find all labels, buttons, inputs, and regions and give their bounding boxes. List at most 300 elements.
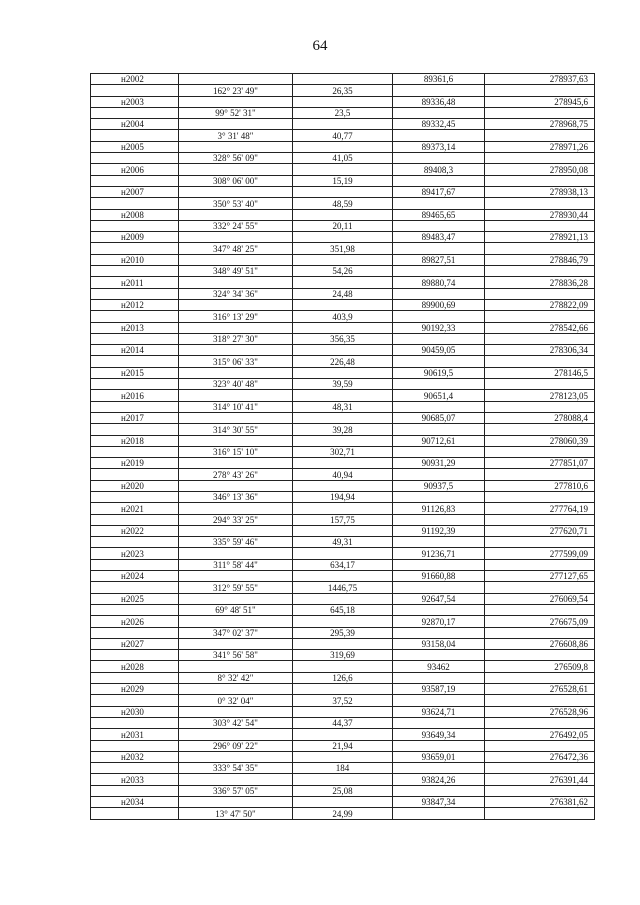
x-coordinate-cell	[393, 808, 485, 819]
y-coordinate-cell	[485, 763, 595, 774]
x-coordinate-cell	[393, 130, 485, 141]
point-name-cell: н2034	[91, 797, 179, 808]
point-name-cell	[91, 582, 179, 593]
bearing-cell: 332° 24' 55"	[179, 220, 293, 231]
segment-row	[91, 220, 595, 231]
distance-cell: 302,71	[293, 446, 393, 457]
point-name-cell: н2003	[91, 96, 179, 107]
bearing-cell	[179, 74, 293, 85]
point-name-cell: н2017	[91, 412, 179, 423]
x-coordinate-cell: 93824,26	[393, 774, 485, 785]
point-row	[91, 458, 595, 469]
x-coordinate-cell: 89880,74	[393, 277, 485, 288]
distance-cell: 54,26	[293, 266, 393, 277]
bearing-cell: 328° 56' 09"	[179, 153, 293, 164]
point-name-cell: н2026	[91, 616, 179, 627]
y-coordinate-cell	[485, 491, 595, 502]
segment-row	[91, 695, 595, 706]
segment-row	[91, 604, 595, 615]
distance-cell: 48,59	[293, 198, 393, 209]
x-coordinate-cell: 90712,61	[393, 435, 485, 446]
bearing-cell	[179, 706, 293, 717]
segment-row	[91, 537, 595, 548]
distance-cell: 634,17	[293, 559, 393, 570]
segment-row	[91, 175, 595, 186]
point-name-cell	[91, 85, 179, 96]
y-coordinate-cell: 278088,4	[485, 412, 595, 423]
y-coordinate-cell: 276472,36	[485, 751, 595, 762]
distance-cell	[293, 525, 393, 536]
bearing-cell: 308° 06' 00"	[179, 175, 293, 186]
segment-row	[91, 311, 595, 322]
bearing-cell	[179, 367, 293, 378]
segment-row	[91, 401, 595, 412]
x-coordinate-cell	[393, 266, 485, 277]
segment-row	[91, 107, 595, 118]
distance-cell: 20,11	[293, 220, 393, 231]
bearing-cell	[179, 458, 293, 469]
distance-cell: 645,18	[293, 604, 393, 615]
y-coordinate-cell	[485, 198, 595, 209]
point-name-cell	[91, 514, 179, 525]
point-name-cell: н2025	[91, 593, 179, 604]
distance-cell: 48,31	[293, 401, 393, 412]
x-coordinate-cell: 90685,07	[393, 412, 485, 423]
point-row	[91, 684, 595, 695]
segment-row	[91, 808, 595, 819]
x-coordinate-cell: 93462	[393, 661, 485, 672]
y-coordinate-cell	[485, 627, 595, 638]
bearing-cell: 314° 10' 41"	[179, 401, 293, 412]
y-coordinate-cell	[485, 175, 595, 186]
bearing-cell: 324° 34' 36"	[179, 288, 293, 299]
y-coordinate-cell: 278146,5	[485, 367, 595, 378]
x-coordinate-cell	[393, 537, 485, 548]
point-row	[91, 119, 595, 130]
segment-row	[91, 243, 595, 254]
y-coordinate-cell: 276528,61	[485, 684, 595, 695]
y-coordinate-cell: 278123,05	[485, 390, 595, 401]
y-coordinate-cell	[485, 514, 595, 525]
x-coordinate-cell: 90459,05	[393, 345, 485, 356]
point-row	[91, 164, 595, 175]
point-name-cell	[91, 559, 179, 570]
point-name-cell: н2005	[91, 141, 179, 152]
y-coordinate-cell	[485, 85, 595, 96]
bearing-cell: 69° 48' 51"	[179, 604, 293, 615]
x-coordinate-cell: 90651,4	[393, 390, 485, 401]
point-name-cell	[91, 311, 179, 322]
point-name-cell: н2029	[91, 684, 179, 695]
distance-cell	[293, 209, 393, 220]
bearing-cell: 294° 33' 25"	[179, 514, 293, 525]
y-coordinate-cell	[485, 379, 595, 390]
point-row	[91, 232, 595, 243]
x-coordinate-cell	[393, 311, 485, 322]
point-name-cell: н2020	[91, 480, 179, 491]
point-row	[91, 209, 595, 220]
bearing-cell: 13° 47' 50"	[179, 808, 293, 819]
x-coordinate-cell: 89900,69	[393, 299, 485, 310]
x-coordinate-cell: 89332,45	[393, 119, 485, 130]
bearing-cell	[179, 684, 293, 695]
distance-cell	[293, 322, 393, 333]
x-coordinate-cell	[393, 514, 485, 525]
x-coordinate-cell: 91192,39	[393, 525, 485, 536]
point-name-cell: н2009	[91, 232, 179, 243]
y-coordinate-cell: 276391,44	[485, 774, 595, 785]
bearing-cell	[179, 548, 293, 559]
segment-row	[91, 356, 595, 367]
distance-cell: 44,37	[293, 717, 393, 728]
x-coordinate-cell: 92647,54	[393, 593, 485, 604]
bearing-cell: 323° 40' 48"	[179, 379, 293, 390]
distance-cell	[293, 367, 393, 378]
bearing-cell	[179, 119, 293, 130]
point-name-cell: н2010	[91, 254, 179, 265]
point-row	[91, 548, 595, 559]
x-coordinate-cell	[393, 469, 485, 480]
point-name-cell	[91, 401, 179, 412]
y-coordinate-cell	[485, 537, 595, 548]
y-coordinate-cell: 278968,75	[485, 119, 595, 130]
distance-cell	[293, 232, 393, 243]
distance-cell	[293, 638, 393, 649]
segment-row	[91, 763, 595, 774]
page-number: 64	[312, 38, 328, 54]
y-coordinate-cell	[485, 469, 595, 480]
distance-cell: 40,94	[293, 469, 393, 480]
y-coordinate-cell	[485, 153, 595, 164]
point-row	[91, 141, 595, 152]
y-coordinate-cell: 277599,09	[485, 548, 595, 559]
point-row	[91, 525, 595, 536]
bearing-cell	[179, 345, 293, 356]
point-row	[91, 503, 595, 514]
y-coordinate-cell	[485, 785, 595, 796]
distance-cell	[293, 593, 393, 604]
point-name-cell: н2015	[91, 367, 179, 378]
bearing-cell: 296° 09' 22"	[179, 740, 293, 751]
point-name-cell: н2023	[91, 548, 179, 559]
bearing-cell: 314° 30' 55"	[179, 424, 293, 435]
distance-cell	[293, 277, 393, 288]
point-name-cell	[91, 356, 179, 367]
x-coordinate-cell	[393, 401, 485, 412]
distance-cell	[293, 345, 393, 356]
bearing-cell: 278° 43' 26"	[179, 469, 293, 480]
point-name-cell	[91, 491, 179, 502]
point-row	[91, 345, 595, 356]
point-name-cell: н2032	[91, 751, 179, 762]
x-coordinate-cell: 90937,5	[393, 480, 485, 491]
y-coordinate-cell	[485, 356, 595, 367]
x-coordinate-cell	[393, 85, 485, 96]
y-coordinate-cell: 276608,86	[485, 638, 595, 649]
point-row	[91, 706, 595, 717]
segment-row	[91, 785, 595, 796]
point-row	[91, 797, 595, 808]
distance-cell: 24,99	[293, 808, 393, 819]
y-coordinate-cell	[485, 717, 595, 728]
y-coordinate-cell: 278937,63	[485, 74, 595, 85]
bearing-cell	[179, 164, 293, 175]
x-coordinate-cell: 93847,34	[393, 797, 485, 808]
segment-row	[91, 198, 595, 209]
bearing-cell: 350° 53' 40"	[179, 198, 293, 209]
x-coordinate-cell: 89417,67	[393, 186, 485, 197]
y-coordinate-cell: 278971,26	[485, 141, 595, 152]
distance-cell	[293, 571, 393, 582]
x-coordinate-cell	[393, 424, 485, 435]
point-name-cell	[91, 695, 179, 706]
x-coordinate-cell	[393, 695, 485, 706]
segment-row	[91, 446, 595, 457]
distance-cell: 26,35	[293, 85, 393, 96]
x-coordinate-cell: 89827,51	[393, 254, 485, 265]
y-coordinate-cell: 277620,71	[485, 525, 595, 536]
y-coordinate-cell: 278542,66	[485, 322, 595, 333]
y-coordinate-cell	[485, 559, 595, 570]
point-row	[91, 638, 595, 649]
distance-cell: 351,98	[293, 243, 393, 254]
x-coordinate-cell	[393, 107, 485, 118]
distance-cell: 295,39	[293, 627, 393, 638]
x-coordinate-cell: 91126,83	[393, 503, 485, 514]
point-row	[91, 277, 595, 288]
segment-row	[91, 740, 595, 751]
bearing-cell: 336° 57' 05"	[179, 785, 293, 796]
point-name-cell: н2006	[91, 164, 179, 175]
distance-cell	[293, 706, 393, 717]
bearing-cell	[179, 254, 293, 265]
point-name-cell	[91, 740, 179, 751]
segment-row	[91, 514, 595, 525]
distance-cell	[293, 164, 393, 175]
distance-cell	[293, 186, 393, 197]
bearing-cell	[179, 616, 293, 627]
distance-cell: 356,35	[293, 333, 393, 344]
bearing-cell	[179, 390, 293, 401]
bearing-cell	[179, 774, 293, 785]
y-coordinate-cell: 277764,19	[485, 503, 595, 514]
x-coordinate-cell	[393, 220, 485, 231]
point-name-cell	[91, 243, 179, 254]
x-coordinate-cell	[393, 198, 485, 209]
x-coordinate-cell: 90931,29	[393, 458, 485, 469]
distance-cell: 319,69	[293, 650, 393, 661]
bearing-cell: 316° 13' 29"	[179, 311, 293, 322]
bearing-cell	[179, 435, 293, 446]
bearing-cell: 315° 06' 33"	[179, 356, 293, 367]
bearing-cell	[179, 503, 293, 514]
point-row	[91, 729, 595, 740]
point-name-cell	[91, 153, 179, 164]
distance-cell	[293, 458, 393, 469]
segment-row	[91, 333, 595, 344]
bearing-cell: 99° 52' 31"	[179, 107, 293, 118]
point-name-cell: н2033	[91, 774, 179, 785]
bearing-cell	[179, 299, 293, 310]
x-coordinate-cell: 93659,01	[393, 751, 485, 762]
y-coordinate-cell	[485, 424, 595, 435]
x-coordinate-cell: 91236,71	[393, 548, 485, 559]
y-coordinate-cell: 277127,65	[485, 571, 595, 582]
y-coordinate-cell	[485, 333, 595, 344]
point-name-cell	[91, 198, 179, 209]
bearing-cell	[179, 797, 293, 808]
distance-cell: 194,94	[293, 491, 393, 502]
distance-cell	[293, 616, 393, 627]
y-coordinate-cell	[485, 650, 595, 661]
point-name-cell	[91, 288, 179, 299]
distance-cell: 49,31	[293, 537, 393, 548]
coordinates-table	[90, 73, 595, 820]
y-coordinate-cell	[485, 672, 595, 683]
bearing-cell	[179, 322, 293, 333]
point-row	[91, 74, 595, 85]
x-coordinate-cell	[393, 672, 485, 683]
distance-cell: 403,9	[293, 311, 393, 322]
y-coordinate-cell: 278945,6	[485, 96, 595, 107]
bearing-cell: 341° 56' 58"	[179, 650, 293, 661]
y-coordinate-cell	[485, 130, 595, 141]
y-coordinate-cell: 278822,09	[485, 299, 595, 310]
y-coordinate-cell: 278836,28	[485, 277, 595, 288]
point-row	[91, 480, 595, 491]
point-row	[91, 322, 595, 333]
segment-row	[91, 491, 595, 502]
distance-cell: 41,05	[293, 153, 393, 164]
point-row	[91, 774, 595, 785]
y-coordinate-cell: 277810,6	[485, 480, 595, 491]
distance-cell	[293, 74, 393, 85]
x-coordinate-cell	[393, 446, 485, 457]
x-coordinate-cell: 93587,19	[393, 684, 485, 695]
distance-cell: 21,94	[293, 740, 393, 751]
y-coordinate-cell	[485, 695, 595, 706]
bearing-cell	[179, 232, 293, 243]
distance-cell	[293, 548, 393, 559]
point-row	[91, 412, 595, 423]
y-coordinate-cell	[485, 401, 595, 412]
x-coordinate-cell	[393, 763, 485, 774]
point-name-cell: н2008	[91, 209, 179, 220]
bearing-cell: 318° 27' 30"	[179, 333, 293, 344]
distance-cell	[293, 503, 393, 514]
x-coordinate-cell	[393, 175, 485, 186]
point-name-cell: н2002	[91, 74, 179, 85]
point-name-cell	[91, 175, 179, 186]
x-coordinate-cell: 89408,3	[393, 164, 485, 175]
bearing-cell	[179, 141, 293, 152]
x-coordinate-cell	[393, 356, 485, 367]
y-coordinate-cell	[485, 266, 595, 277]
point-name-cell	[91, 627, 179, 638]
x-coordinate-cell: 93158,04	[393, 638, 485, 649]
y-coordinate-cell: 276069,54	[485, 593, 595, 604]
segment-row	[91, 153, 595, 164]
x-coordinate-cell	[393, 153, 485, 164]
bearing-cell	[179, 751, 293, 762]
y-coordinate-cell	[485, 311, 595, 322]
point-name-cell: н2014	[91, 345, 179, 356]
segment-row	[91, 559, 595, 570]
bearing-cell: 335° 59' 46"	[179, 537, 293, 548]
x-coordinate-cell	[393, 717, 485, 728]
point-name-cell	[91, 717, 179, 728]
x-coordinate-cell	[393, 785, 485, 796]
point-row	[91, 571, 595, 582]
y-coordinate-cell: 276675,09	[485, 616, 595, 627]
point-name-cell	[91, 672, 179, 683]
point-row	[91, 96, 595, 107]
bearing-cell	[179, 186, 293, 197]
bearing-cell	[179, 96, 293, 107]
distance-cell	[293, 412, 393, 423]
point-name-cell: н2024	[91, 571, 179, 582]
point-name-cell	[91, 130, 179, 141]
distance-cell	[293, 480, 393, 491]
point-name-cell	[91, 446, 179, 457]
distance-cell	[293, 141, 393, 152]
x-coordinate-cell: 89465,65	[393, 209, 485, 220]
distance-cell: 1446,75	[293, 582, 393, 593]
y-coordinate-cell: 276509,8	[485, 661, 595, 672]
x-coordinate-cell: 90619,5	[393, 367, 485, 378]
point-name-cell	[91, 107, 179, 118]
segment-row	[91, 424, 595, 435]
point-name-cell	[91, 785, 179, 796]
point-name-cell: н2012	[91, 299, 179, 310]
point-row	[91, 367, 595, 378]
point-name-cell: н2031	[91, 729, 179, 740]
distance-cell	[293, 797, 393, 808]
point-name-cell	[91, 469, 179, 480]
distance-cell	[293, 661, 393, 672]
distance-cell: 157,75	[293, 514, 393, 525]
point-row	[91, 435, 595, 446]
distance-cell: 184	[293, 763, 393, 774]
point-name-cell	[91, 220, 179, 231]
point-name-cell: н2028	[91, 661, 179, 672]
point-name-cell: н2016	[91, 390, 179, 401]
point-name-cell	[91, 379, 179, 390]
bearing-cell	[179, 412, 293, 423]
distance-cell	[293, 299, 393, 310]
distance-cell	[293, 254, 393, 265]
x-coordinate-cell	[393, 379, 485, 390]
segment-row	[91, 650, 595, 661]
point-name-cell	[91, 266, 179, 277]
point-name-cell: н2004	[91, 119, 179, 130]
distance-cell	[293, 729, 393, 740]
point-row	[91, 254, 595, 265]
y-coordinate-cell: 278846,79	[485, 254, 595, 265]
point-name-cell	[91, 333, 179, 344]
x-coordinate-cell	[393, 740, 485, 751]
distance-cell: 226,48	[293, 356, 393, 367]
bearing-cell: 3° 31' 48"	[179, 130, 293, 141]
y-coordinate-cell	[485, 446, 595, 457]
point-row	[91, 390, 595, 401]
segment-row	[91, 717, 595, 728]
segment-row	[91, 627, 595, 638]
point-name-cell	[91, 424, 179, 435]
segment-row	[91, 379, 595, 390]
distance-cell	[293, 684, 393, 695]
segment-row	[91, 582, 595, 593]
